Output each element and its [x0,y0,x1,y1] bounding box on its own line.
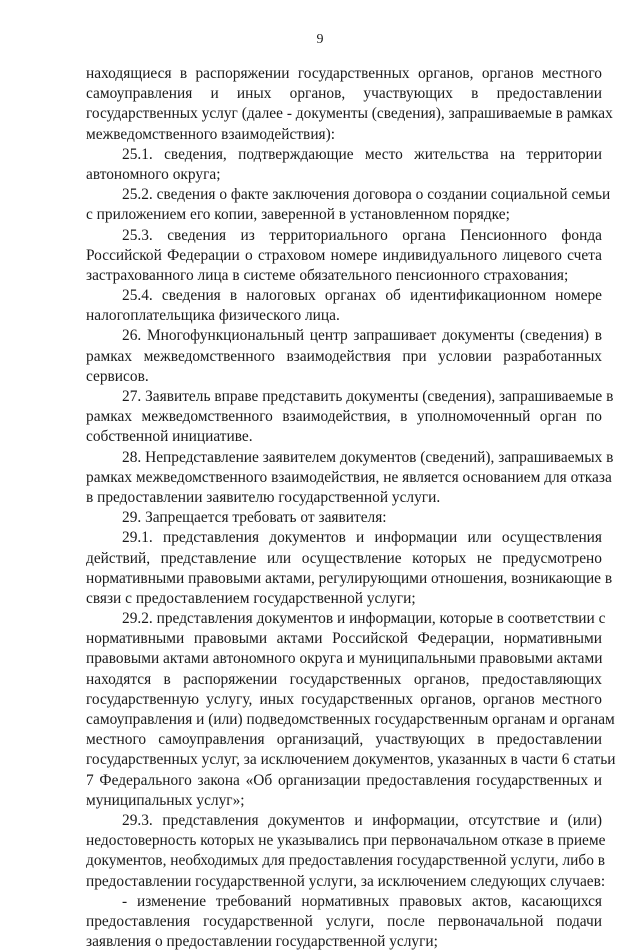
text-line: налогоплательщика физического лица. [86,307,340,325]
text-line: рамках межведомственного взаимодействия, в уполномоченный орган по [86,408,602,426]
text-line: государственных услуг (далее - документы (сведения), запрашиваемые в рамках [86,105,613,123]
document-body [86,64,616,952]
text-line: действий, представление или осуществление которых не предусмотрено [86,549,602,567]
text-line: Российской Федерации о страховом номере индивидуального лицевого счета [86,246,602,264]
text-line: - изменение требований нормативных правовых актов, касающихся [122,892,602,910]
text-line: самоуправления и иных органов, участвующих в предоставлении [86,85,602,103]
text-line: заявления о предоставлении государственной услуги; [86,933,438,951]
text-line: 27. Заявитель вправе представить документы (сведения), запрашиваемые в [122,388,614,405]
text-line: 29. Запрещается требовать от заявителя: [122,509,387,527]
text-line: находятся в распоряжении государственных органов, предоставляющих [86,670,602,688]
text-line: государственных услуг, за исключением документов, указанных в части 6 статьи [86,751,616,769]
text-line: самоуправления и (или) подведомственных государственным органам и органам [86,711,615,728]
text-line: нормативными правовыми актами Российской Федерации, нормативными [86,630,602,648]
text-line: государственную услугу, иных государственных органов, органов местного [86,690,602,708]
text-line: 25.2. сведения о факте заключения договора о создании социальной семьи [122,186,611,204]
text-line: документов, необходимых для предоставления государственной услуги, либо в [86,852,606,870]
text-line: рамках межведомственного взаимодействия при условии разработанных [86,347,602,365]
text-line: находящиеся в распоряжении государственных органов, органов местного [86,65,602,82]
text-line: 25.4. сведения в налоговых органах об идентификационном номере [122,287,602,305]
text-line: межведомственного взаимодействия): [86,125,336,143]
text-line: предоставления государственной услуги, после первоначальной подачи [86,912,602,930]
text-line: 29.1. представления документов и информации или осуществления [122,529,602,547]
text-line: 26. Многофункциональный центр запрашивает документы (сведения) в [122,327,602,345]
text-line: 29.2. представления документов и информации, которые в соответствии с [122,610,606,628]
text-line: рамках межведомственного взаимодействия, не является основанием для отказа [86,468,612,486]
text-line: с приложением его копии, заверенной в установленном порядке; [86,206,510,224]
text-line: в предоставлении заявителю государственной услуги. [86,488,441,506]
text-line: муниципальных услуг»; [86,791,245,809]
text-line: нормативными правовыми актами, регулирующими отношения, возникающие в [86,569,613,587]
text-line: 7 Федерального закона «Об организации предоставления государственных и [86,771,602,789]
text-line: 25.3. сведения из территориального органа Пенсионного фонда [122,226,602,244]
text-line: застрахованного лица в системе обязательного пенсионного страхования; [86,266,569,284]
text-line: связи с предоставлением государственной услуги; [86,589,416,607]
text-line: автономного округа; [86,165,221,183]
text-line: правовыми актами автономного округа и муниципальными правовыми актами [86,650,603,668]
text-line: собственной инициативе. [86,428,253,446]
text-line: 29.3. представления документов и информации, отсутствие и (или) [122,811,602,829]
page-number: 9 [316,32,324,47]
text-line: сервисов. [86,367,149,385]
text-line: предоставлении государственной услуги, за исключением следующих случаев: [86,872,606,890]
text-line: местного самоуправления организаций, участвующих в предоставлении [86,731,602,749]
text-line: недостоверность которых не указывались при первоначальном отказе в приеме [86,832,606,850]
text-line: 28. Непредставление заявителем документов (сведений), запрашиваемых в [122,448,614,466]
text-line: 25.1. сведения, подтверждающие место жительства на территории [122,145,602,163]
